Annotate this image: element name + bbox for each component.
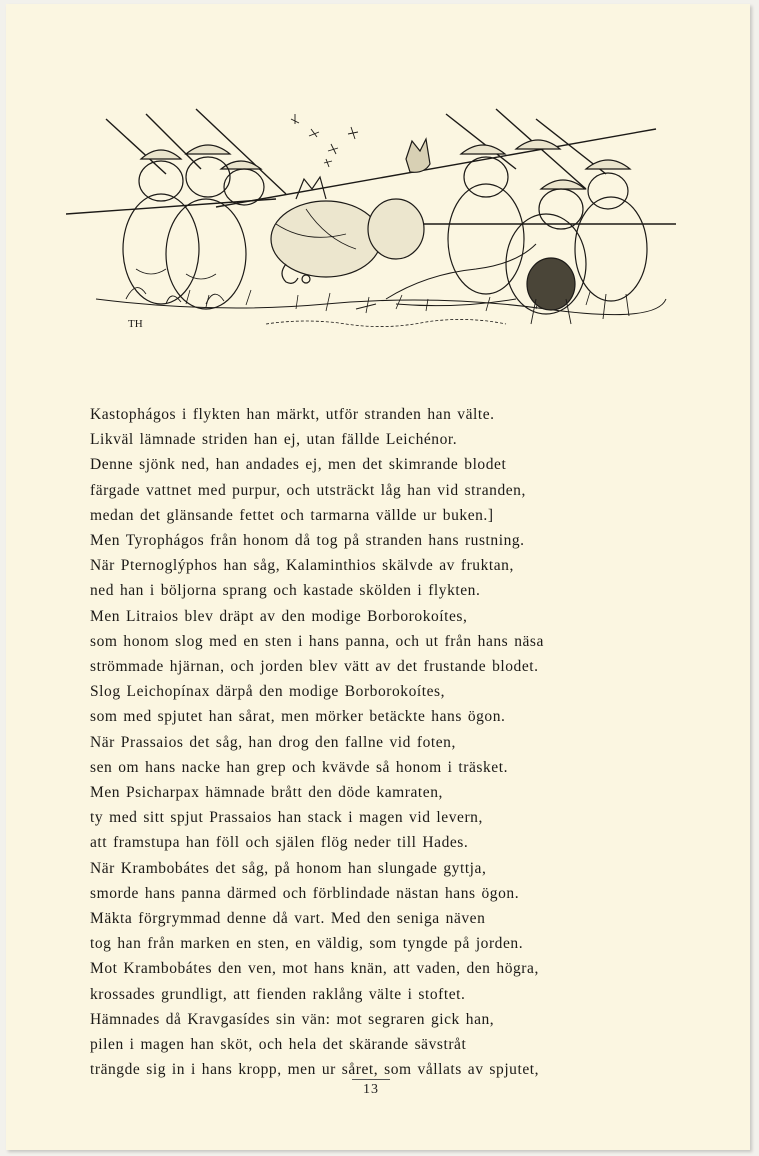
text-line: krossades grundligt, att fienden raklång välte i stoftet. [90,985,466,1003]
text-line: pilen i magen han sköt, och hela det skärande sävstråt [90,1036,467,1054]
text-line: Likväl lämnade striden han ej, utan fällde Leichénor. [90,431,458,449]
text-line: trängde sig in i hans kropp, men ur såret, som vållats av spjutet, [90,1061,540,1079]
text-line: Mäkta förgrymmad denne då vart. Med den seniga näven [90,910,486,928]
battle-illustration [66,99,686,339]
text-line: Slog Leichopínax därpå den modige Borborokoítes, [90,683,446,701]
text-line: ned han i böljorna sprang och kastade skölden i flykten. [90,582,481,600]
text-line: Denne sjönk ned, han andades ej, men det skimrande blodet [90,456,507,474]
text-line: ty med sitt spjut Prassaios han stack i magen vid levern, [90,809,483,827]
text-line: Mot Krambobátes den ven, mot hans knän, att vaden, den högra, [90,960,539,978]
text-line: färgade vattnet med purpur, och utsträckt låg han vid stranden, [90,481,526,499]
text-line: smorde hans panna därmed och förblindade nästan hans ögon. [90,884,520,902]
text-line: Kastophágos i flykten han märkt, utför stranden han välte. [90,406,495,423]
text-line: strömmade hjärnan, och jorden blev vätt av det frustande blodet. [90,658,539,676]
text-line: som med spjutet han sårat, men mörker betäckte hans ögon. [90,708,506,726]
text-line: som honom slog med en sten i hans panna, och ut från hans näsa [90,632,544,650]
text-line: sen om hans nacke han grep och kvävde så honom i träsket. [90,758,509,776]
text-line: När Pternoglýphos han såg, Kalaminthios skälvde av fruktan, [90,557,514,575]
text-line: När Prassaios det såg, han drog den fallne vid foten, [90,733,456,751]
text-line: Men Tyrophágos från honom då tog på stranden hans rustning. [90,532,525,550]
page-number-rule [352,1079,390,1080]
text-line: Men Litraios blev dräpt av den modige Borborokoítes, [90,607,468,625]
book-page [6,4,750,1150]
text-line: Men Psicharpax hämnade brått den döde kamraten, [90,784,443,802]
text-line: medan det glänsande fettet och tarmarna vällde ur buken.] [90,506,494,524]
text-line: När Krambobátes det såg, på honom han slungade gyttja, [90,859,487,877]
text-line: att framstupa han föll och själen flög neder till Hades. [90,834,469,852]
text-line: tog han från marken en sten, en väldig, som tyngde på jorden. [90,935,524,953]
page-number: 13 [363,1082,379,1097]
poem-text [90,402,670,1082]
artist-signature: TH [128,318,143,330]
text-line: Hämnades då Kravgasídes sin vän: mot segraren gick han, [90,1010,495,1028]
